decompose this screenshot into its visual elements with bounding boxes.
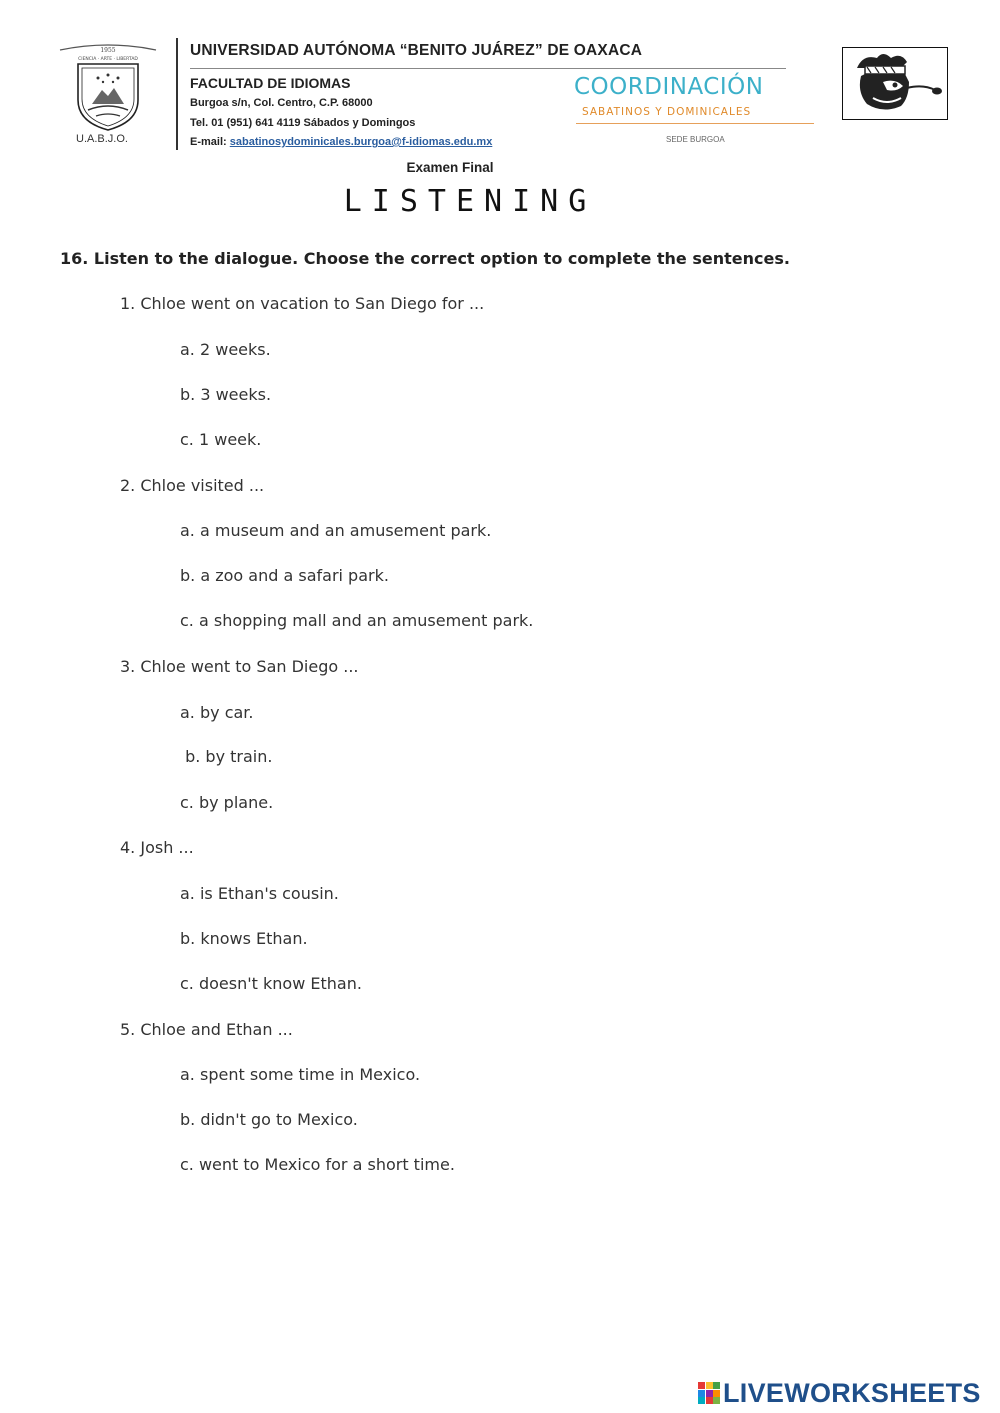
answer-option[interactable]: b. didn't go to Mexico. xyxy=(180,1110,358,1129)
svg-text:CIENCIA · ARTE · LIBERTAD: CIENCIA · ARTE · LIBERTAD xyxy=(78,57,138,62)
answer-option[interactable]: b. knows Ethan. xyxy=(180,929,308,948)
question-text: 2. Chloe visited ... xyxy=(120,476,265,495)
liveworksheets-logo[interactable] xyxy=(698,1378,981,1408)
email-link[interactable]: sabatinosydominicales.burgoa@f-idiomas.edu.mx xyxy=(229,136,493,148)
coordination-subtitle: SABATINOS Y DOMINICALES xyxy=(582,106,752,118)
answer-option[interactable]: a. spent some time in Mexico. xyxy=(180,1065,421,1084)
exam-title: Examen Final xyxy=(406,160,494,175)
question-text: 3. Chloe went to San Diego ... xyxy=(120,657,359,676)
faculty-name: FACULTAD DE IDIOMAS xyxy=(190,75,351,91)
coordination-logo xyxy=(842,47,948,120)
letterhead xyxy=(52,38,948,156)
question-text: 5. Chloe and Ethan ... xyxy=(120,1020,293,1039)
university-name: UNIVERSIDAD AUTÓNOMA “BENITO JUÁREZ” DE OAXACA xyxy=(190,42,643,59)
svg-text:1955: 1955 xyxy=(100,47,116,54)
question-text: 4. Josh ... xyxy=(120,838,194,857)
section-title: LISTENING xyxy=(343,184,597,219)
answer-option[interactable]: b. 3 weeks. xyxy=(180,385,272,404)
campus-label: SEDE BURGOA xyxy=(666,135,725,144)
university-seal-icon xyxy=(52,38,164,134)
answer-option[interactable]: a. a museum and an amusement park. xyxy=(180,521,492,540)
address-line: Burgoa s/n, Col. Centro, C.P. 68000 xyxy=(190,97,373,109)
email-line xyxy=(190,136,492,148)
coordination-underline xyxy=(576,123,814,124)
exercise-instruction: 16. Listen to the dialogue. Choose the correct option to complete the sentences. xyxy=(60,249,790,268)
answer-option[interactable]: c. went to Mexico for a short time. xyxy=(180,1155,455,1174)
phone-line: Tel. 01 (951) 641 4119 Sábados y Domingos xyxy=(190,117,416,129)
email-label: E-mail: xyxy=(190,136,227,148)
answer-option[interactable]: a. is Ethan's cousin. xyxy=(180,884,339,903)
coordination-title: COORDINACIÓN xyxy=(574,74,764,100)
title-rule xyxy=(190,68,786,69)
answer-option[interactable]: c. 1 week. xyxy=(180,430,262,449)
warrior-head-icon xyxy=(843,48,947,119)
university-seal xyxy=(52,38,164,150)
answer-option[interactable]: c. a shopping mall and an amusement park. xyxy=(180,611,534,630)
liveworksheets-grid-icon xyxy=(698,1382,720,1404)
answer-option[interactable]: a. 2 weeks. xyxy=(180,340,271,359)
answer-option[interactable]: b. by train. xyxy=(180,747,273,766)
liveworksheets-wordmark: LIVEWORKSHEETS xyxy=(723,1377,981,1408)
question-text: 1. Chloe went on vacation to San Diego for ... xyxy=(120,294,485,313)
answer-option[interactable]: c. doesn't know Ethan. xyxy=(180,974,362,993)
header-divider xyxy=(176,38,178,150)
answer-option[interactable]: c. by plane. xyxy=(180,793,274,812)
seal-caption: U.A.B.J.O. xyxy=(76,133,128,145)
answer-option[interactable]: b. a zoo and a safari park. xyxy=(180,566,389,585)
answer-option[interactable]: a. by car. xyxy=(180,703,254,722)
